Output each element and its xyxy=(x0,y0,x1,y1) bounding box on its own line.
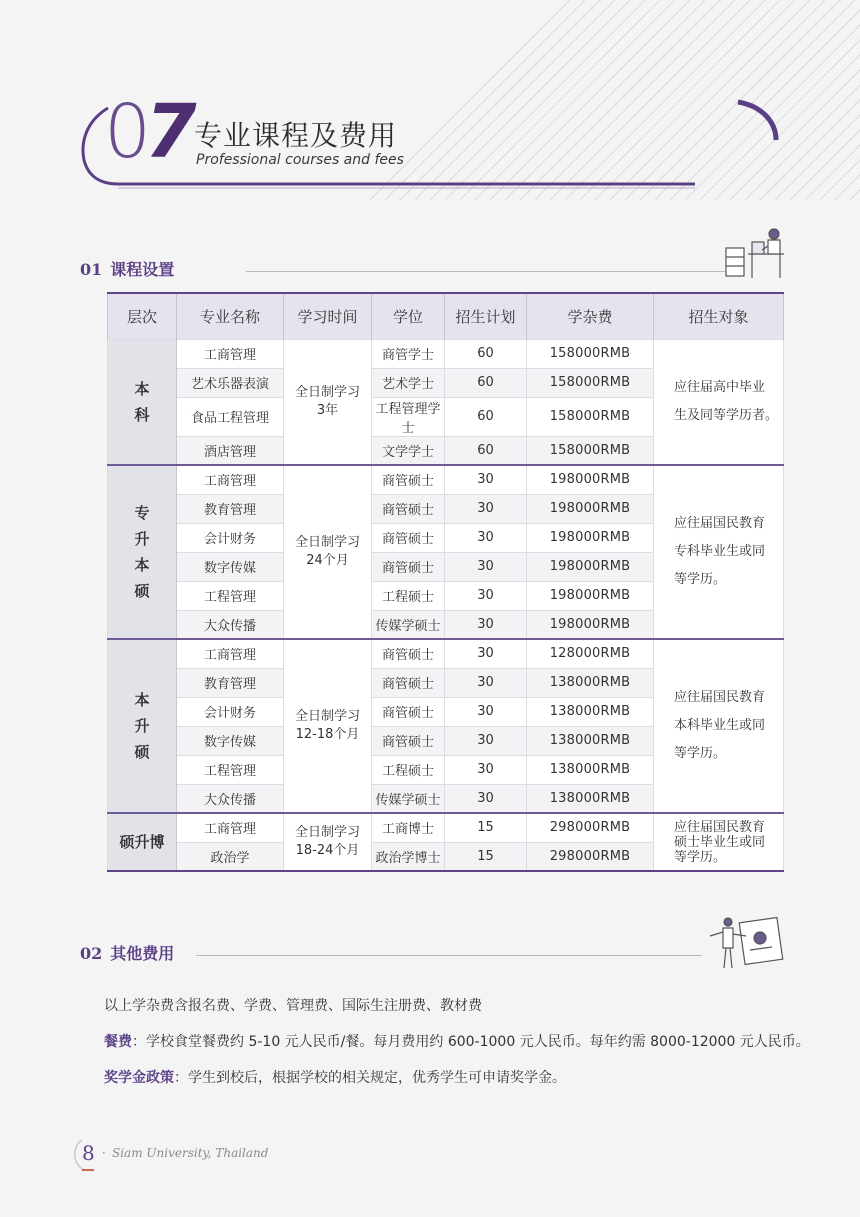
degree-cell: 文学学士 xyxy=(372,436,445,465)
column-header: 专业名称 xyxy=(177,293,284,339)
fee-cell: 138000RMB xyxy=(527,755,654,784)
page-subtitle: Professional courses and fees xyxy=(196,152,404,168)
column-header: 学习时间 xyxy=(284,293,372,339)
major-cell: 工商管理 xyxy=(177,339,284,368)
degree-cell: 工程管理学士 xyxy=(372,397,445,436)
fee-cell: 138000RMB xyxy=(527,697,654,726)
fee-cell: 158000RMB xyxy=(527,397,654,436)
major-cell: 教育管理 xyxy=(177,668,284,697)
fee-cell: 198000RMB xyxy=(527,552,654,581)
target-line: 专科毕业生或同 xyxy=(674,544,766,559)
target-line: 应往届国民教育 xyxy=(674,516,766,531)
degree-cell: 传媒学硕士 xyxy=(372,610,445,639)
chapter-number: 07 xyxy=(104,89,191,175)
fee-cell: 158000RMB xyxy=(527,339,654,368)
study-time-cell xyxy=(284,339,372,465)
plan-cell: 60 xyxy=(445,368,527,397)
plan-cell: 60 xyxy=(445,339,527,368)
fee-cell: 198000RMB xyxy=(527,581,654,610)
major-cell: 工商管理 xyxy=(177,465,284,494)
footer-separator: · xyxy=(102,1146,106,1160)
page-number: 8 xyxy=(82,1141,95,1165)
degree-cell: 政治学博士 xyxy=(372,842,445,871)
target-cell xyxy=(654,813,784,871)
section-divider xyxy=(246,271,728,272)
degree-cell: 工程硕士 xyxy=(372,581,445,610)
fee-cell: 198000RMB xyxy=(527,465,654,494)
major-cell: 政治学 xyxy=(177,842,284,871)
column-header: 招生对象 xyxy=(654,293,784,339)
column-header: 学杂费 xyxy=(527,293,654,339)
fee-cell: 158000RMB xyxy=(527,368,654,397)
table-header-row xyxy=(108,293,784,339)
fee-cell: 138000RMB xyxy=(527,668,654,697)
degree-cell: 商管硕士 xyxy=(372,639,445,668)
level-char: 硕 xyxy=(134,743,150,761)
study-time-line: 全日制学习 xyxy=(294,825,360,840)
plan-cell: 30 xyxy=(445,784,527,813)
degree-cell: 商管硕士 xyxy=(372,552,445,581)
major-cell: 工商管理 xyxy=(177,639,284,668)
plan-cell: 30 xyxy=(445,726,527,755)
major-cell: 工程管理 xyxy=(177,581,284,610)
degree-cell: 商管硕士 xyxy=(372,494,445,523)
degree-cell: 商管硕士 xyxy=(372,697,445,726)
course-fee-table xyxy=(107,292,784,872)
major-cell: 酒店管理 xyxy=(177,436,284,465)
fee-cell: 138000RMB xyxy=(527,726,654,755)
table-row xyxy=(108,339,784,368)
degree-cell: 工程硕士 xyxy=(372,755,445,784)
target-line: 生及同等学历者。 xyxy=(674,407,779,423)
scholarship-text: 奖学金政策：学生到校后，根据学校的相关规定，优秀学生可申请奖学金。 xyxy=(104,1070,566,1086)
major-cell: 艺术乐器表演 xyxy=(177,368,284,397)
fee-cell: 158000RMB xyxy=(527,436,654,465)
table-row xyxy=(108,813,784,842)
study-time-line: 全日制学习 xyxy=(294,535,360,550)
target-line: 应往届国民教育 xyxy=(674,690,766,705)
level-char: 本 xyxy=(134,556,150,574)
major-cell: 工商管理 xyxy=(177,813,284,842)
target-line: 硕士毕业生或同 xyxy=(674,834,766,850)
plan-cell: 30 xyxy=(445,494,527,523)
degree-cell: 传媒学硕士 xyxy=(372,784,445,813)
level-char: 硕 xyxy=(134,582,150,600)
degree-cell: 商管学士 xyxy=(372,339,445,368)
fee-cell: 198000RMB xyxy=(527,523,654,552)
level-char: 升 xyxy=(134,717,150,735)
target-line: 本科毕业生或同 xyxy=(674,718,766,733)
major-cell: 数字传媒 xyxy=(177,552,284,581)
table-row xyxy=(108,639,784,668)
target-line: 等学历。 xyxy=(674,572,727,587)
meal-fee-text: 餐费：学校食堂餐费约 5-10 元人民币/餐。每月费用约 600-1000 元人民币。每年约需 8000-12000 元人民币。 xyxy=(104,1034,810,1050)
level-cell xyxy=(108,639,177,813)
column-header: 招生计划 xyxy=(445,293,527,339)
degree-cell: 商管硕士 xyxy=(372,668,445,697)
target-line: 应往届国民教育 xyxy=(674,819,766,835)
study-time-cell xyxy=(284,465,372,639)
column-header: 层次 xyxy=(108,293,177,339)
page-title: 专业课程及费用 xyxy=(194,119,398,152)
level-char: 本 xyxy=(134,379,150,398)
target-cell xyxy=(654,339,784,465)
major-cell: 会计财务 xyxy=(177,523,284,552)
target-line: 等学历。 xyxy=(674,746,727,761)
person-at-desk-illustration xyxy=(722,224,788,280)
column-header: 学位 xyxy=(372,293,445,339)
fee-cell: 298000RMB xyxy=(527,842,654,871)
study-time-line: 12-18个月 xyxy=(295,727,360,742)
level-cell xyxy=(108,465,177,639)
plan-cell: 30 xyxy=(445,465,527,494)
target-cell xyxy=(654,639,784,813)
degree-cell: 商管硕士 xyxy=(372,465,445,494)
study-time-line: 24个月 xyxy=(306,553,349,568)
study-time-line: 18-24个月 xyxy=(295,843,360,858)
level-cell xyxy=(108,339,177,465)
study-time-cell xyxy=(284,639,372,813)
target-cell xyxy=(654,465,784,639)
fee-cell: 198000RMB xyxy=(527,610,654,639)
target-line: 等学历。 xyxy=(674,849,727,865)
plan-cell: 30 xyxy=(445,639,527,668)
plan-cell: 30 xyxy=(445,552,527,581)
major-cell: 食品工程管理 xyxy=(177,397,284,436)
study-time-line: 全日制学习 xyxy=(294,384,360,400)
degree-cell: 艺术学士 xyxy=(372,368,445,397)
fees-include-text: 以上学杂费含报名费、学费、管理费、国际生注册费、教材费 xyxy=(104,998,482,1014)
plan-cell: 15 xyxy=(445,813,527,842)
plan-cell: 15 xyxy=(445,842,527,871)
study-time-line: 全日制学习 xyxy=(294,709,360,724)
presenter-illustration xyxy=(706,914,786,972)
degree-cell: 工商博士 xyxy=(372,813,445,842)
footer-university-name: Siam University, Thailand xyxy=(112,1146,269,1160)
fee-cell: 298000RMB xyxy=(527,813,654,842)
target-line: 应往届高中毕业 xyxy=(674,379,766,395)
section-heading-courses: 01 课程设置 xyxy=(80,260,175,279)
plan-cell: 30 xyxy=(445,697,527,726)
section-heading-other-fees: 02 其他费用 xyxy=(80,944,175,963)
study-time-cell xyxy=(284,813,372,871)
plan-cell: 30 xyxy=(445,668,527,697)
fee-cell: 138000RMB xyxy=(527,784,654,813)
major-cell: 大众传播 xyxy=(177,610,284,639)
degree-cell: 商管硕士 xyxy=(372,726,445,755)
plan-cell: 30 xyxy=(445,755,527,784)
plan-cell: 30 xyxy=(445,610,527,639)
level-char: 专 xyxy=(134,504,150,522)
major-cell: 会计财务 xyxy=(177,697,284,726)
plan-cell: 60 xyxy=(445,397,527,436)
major-cell: 工程管理 xyxy=(177,755,284,784)
fee-cell: 128000RMB xyxy=(527,639,654,668)
major-cell: 教育管理 xyxy=(177,494,284,523)
level-char: 升 xyxy=(134,530,150,548)
section-divider xyxy=(196,955,702,956)
major-cell: 数字传媒 xyxy=(177,726,284,755)
level-cell: 硕升博 xyxy=(108,813,177,871)
degree-cell: 商管硕士 xyxy=(372,523,445,552)
level-char: 本 xyxy=(134,691,150,709)
table-row xyxy=(108,465,784,494)
plan-cell: 30 xyxy=(445,581,527,610)
plan-cell: 60 xyxy=(445,436,527,465)
fee-cell: 198000RMB xyxy=(527,494,654,523)
major-cell: 大众传播 xyxy=(177,784,284,813)
level-char: 科 xyxy=(134,405,150,424)
study-time-line: 3年 xyxy=(316,402,339,418)
plan-cell: 30 xyxy=(445,523,527,552)
